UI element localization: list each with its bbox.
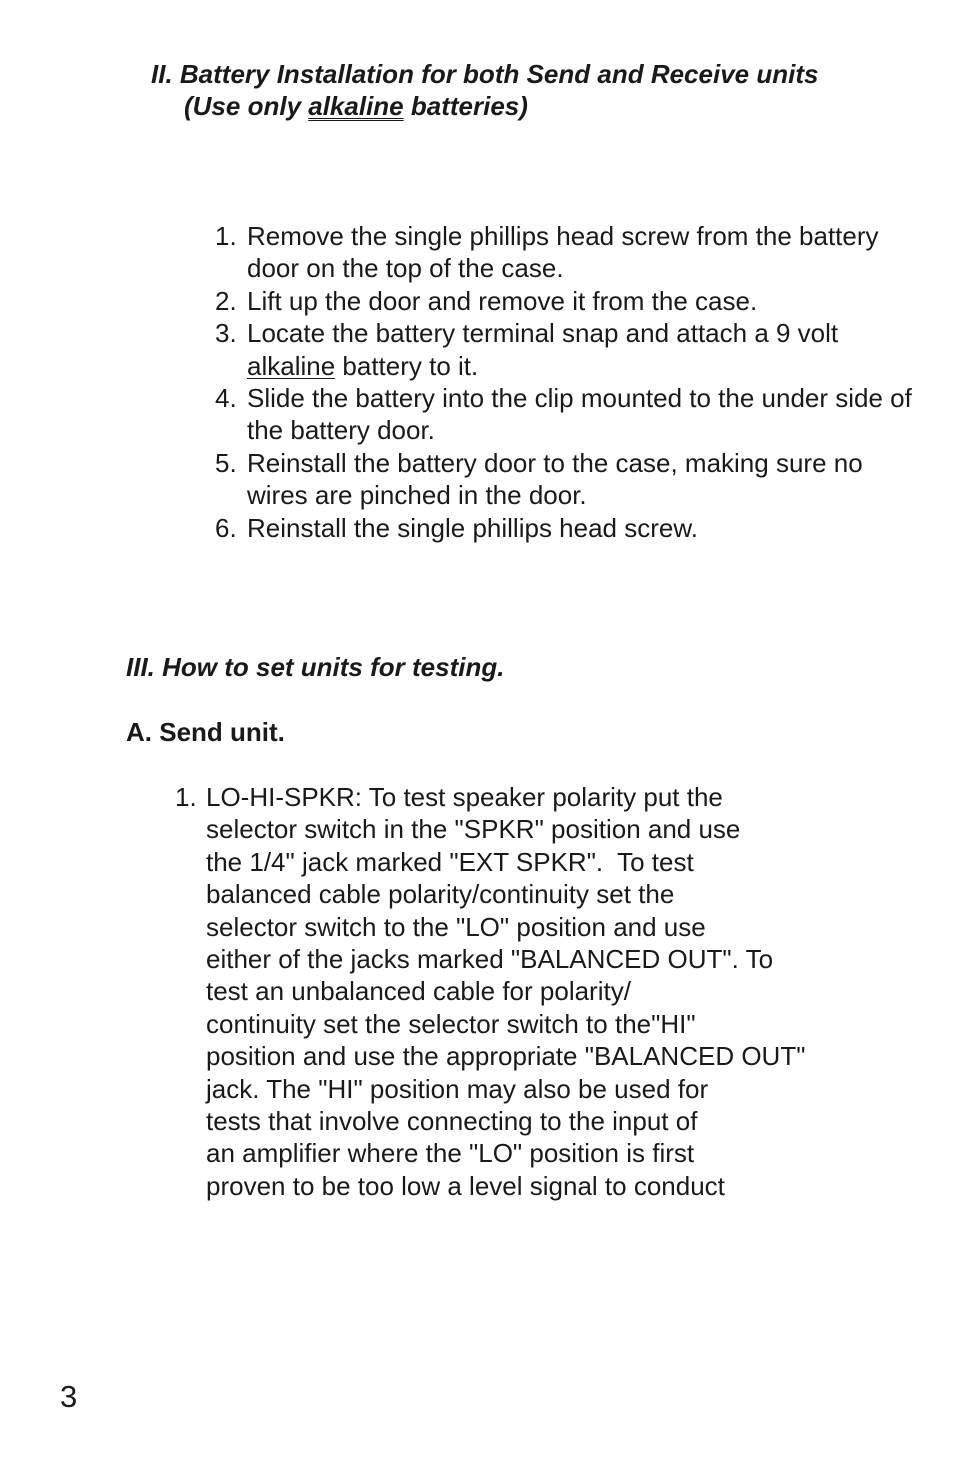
step-text: Slide the battery into the clip mounted to the under side of the battery door.: [247, 383, 912, 446]
text-line: either of the jacks marked "BALANCED OUT". To: [206, 944, 774, 975]
step-number: 4.: [215, 383, 237, 414]
text-line: jack. The "HI" position may also be used for: [206, 1073, 709, 1104]
text-line: tests that involve connecting to the input of: [206, 1106, 698, 1137]
text-line: balanced cable polarity/continuity set the: [206, 879, 675, 910]
text-line: proven to be too low a level signal to conduct: [206, 1170, 725, 1201]
step-text-suffix: battery to it.: [335, 350, 479, 381]
text-line: position and use the appropriate "BALANCED OUT": [206, 1041, 806, 1072]
battery-steps-list: [215, 220, 915, 544]
subheading-suffix: batteries): [403, 91, 528, 121]
subheading-prefix: (Use only: [184, 91, 309, 121]
list-item: [215, 220, 915, 285]
step-number: 1.: [215, 221, 237, 251]
step-text: Lift up the door and remove it from the case.: [247, 285, 758, 316]
text-line: continuity set the selector switch to the"HI": [206, 1008, 696, 1039]
item-number: 1.: [175, 782, 197, 812]
subheading-emphasis: alkaline: [308, 91, 404, 121]
text-line: selector switch to the "LO" position and use: [206, 911, 706, 942]
list-item: [215, 447, 915, 512]
step-text: Reinstall the battery door to the case, making sure no wires are pinched in the door.: [247, 447, 863, 511]
step-text: Remove the single phillips head screw from the battery door on the top of the case.: [247, 221, 879, 284]
section-2-subheading: [184, 90, 528, 122]
item-text: [206, 781, 805, 1202]
list-item: [215, 382, 915, 447]
step-text: Reinstall the single phillips head screw.: [247, 512, 698, 543]
send-unit-item: [175, 781, 805, 1202]
step-number: 5.: [215, 447, 237, 478]
step-number: 6.: [215, 512, 237, 543]
text-line: an amplifier where the "LO" position is first: [206, 1138, 695, 1169]
list-item: [215, 512, 915, 544]
text-line: the 1/4" jack marked "EXT SPKR". To test: [206, 846, 694, 877]
text-line: test an unbalanced cable for polarity/: [206, 976, 631, 1007]
list-item: [215, 285, 915, 317]
text-line: LO-HI-SPKR: To test speaker polarity put the: [206, 782, 723, 812]
section-3-heading: III. How to set units for testing.: [126, 652, 505, 682]
section-2-heading: II. Battery Installation for both Send and Receive units: [151, 59, 819, 89]
step-number: 2.: [215, 285, 237, 316]
subsection-a-heading: A. Send unit.: [126, 717, 285, 747]
step-text-prefix: Locate the battery terminal snap and attach a 9 volt: [247, 318, 839, 349]
page-number: 3: [60, 1379, 78, 1414]
step-number: 3.: [215, 318, 237, 349]
text-line: selector switch in the "SPKR" position and use: [206, 814, 741, 845]
list-item: [215, 317, 915, 382]
step-text-emphasis: alkaline: [247, 350, 336, 381]
